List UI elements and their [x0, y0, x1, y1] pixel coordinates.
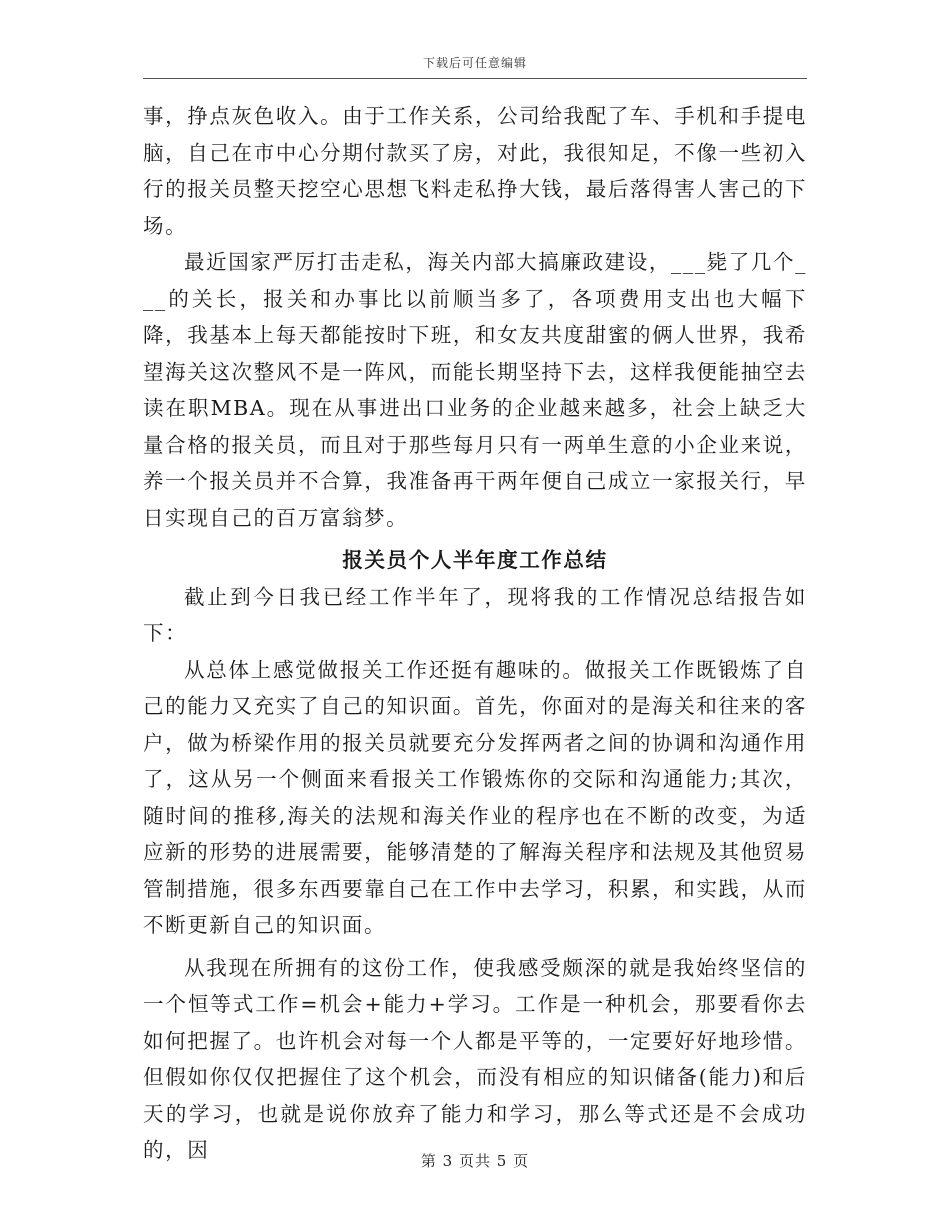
body-paragraph: 从我现在所拥有的这份工作，使我感受颇深的就是我始终坚信的一个恒等式工作=机会+能力+学习。工作是一种机会，那要看你去如何把握了。也许机会对每一个人都是平等的，一定要好好地珍惜。但假如你仅仅把握住了这个机会，而没有相应的知识储备(能力)和后天的学习，也就是说你放弃了能力和学习，那么等式还是不会成功的，因	[143, 955, 807, 1162]
body-paragraph: 最近国家严厉打击走私，海关内部大搞廉政建设，___毙了几个___的关长，报关和办事比以前顺当多了，各项费用支出也大幅下降，我基本上每天都能按时下班，和女友共度甜蜜的俩人世界，我希望海关这次整风不是一阵风，而能长期坚持下去，这样我便能抽空去读在职MBA。现在从事进出口业务的企业越来越多，社会上缺乏大量合格的报关员，而且对于那些每月只有一两单生意的小企业来说，养一个报关员并不合算，我准备再干两年便自己成立一家报关行，早日实现自己的百万富翁梦。	[143, 250, 807, 530]
body-paragraph: 截止到今日我已经工作半年了，现将我的工作情况总结报告如下：	[143, 584, 807, 645]
header-divider	[143, 78, 807, 79]
document-body	[143, 98, 807, 1169]
body-paragraph: 事，挣点灰色收入。由于工作关系，公司给我配了车、手机和手提电脑，自己在市中心分期付款买了房，对此，我很知足，不像一些初入行的报关员整天挖空心思想飞料走私挣大钱，最后落得害人害己的下场。	[143, 104, 807, 238]
page-header: 下载后可任意编辑	[422, 56, 527, 70]
page-footer: 第 3 页共 5 页	[420, 1152, 530, 1170]
body-paragraph: 从总体上感觉做报关工作还挺有趣味的。做报关工作既锻炼了自己的能力又充实了自己的知识面。首先，你面对的是海关和往来的客户，做为桥梁作用的报关员就要充分发挥两者之间的协调和沟通作用了，这从另一个侧面来看报关工作锻炼你的交际和沟通能力;其次，随时间的推移,海关的法规和海关作业的程序也在不断的改变，为适应新的形势的进展需要，能够清楚的了解海关程序和法规及其他贸易管制措施，很多东西要靠自己在工作中去学习，积累，和实践，从而不断更新自己的知识面。	[143, 657, 807, 937]
section-title: 报关员个人半年度工作总结	[342, 548, 608, 572]
